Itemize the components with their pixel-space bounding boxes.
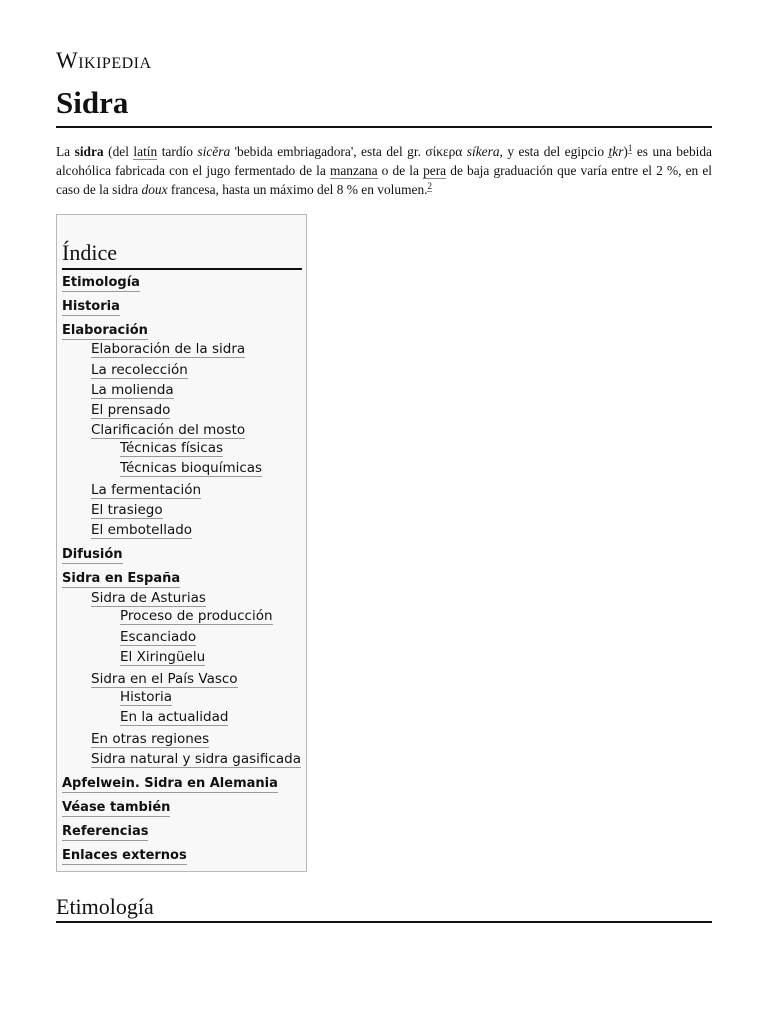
reference-2[interactable]: 2 [427, 180, 432, 191]
toc-item-el-trasiego[interactable]: El trasiego [91, 502, 163, 518]
toc-item-apfelwein[interactable]: Apfelwein. Sidra en Alemania [62, 776, 278, 791]
toc-item-en-la-actualidad[interactable]: En la actualidad [120, 709, 229, 725]
link-latin[interactable]: latín [133, 144, 158, 159]
toc-title: Índice [62, 239, 302, 270]
toc-item-tecnicas-fisicas[interactable]: Técnicas físicas [120, 440, 224, 456]
intro-text: de baja graduación que varía entre el 2 %, en el caso de la sidra [56, 163, 713, 197]
toc-item-referencias[interactable]: Referencias [62, 824, 149, 839]
toc-item-vease-tambien[interactable]: Véase también [62, 800, 171, 815]
toc-item-proceso-de-produccion[interactable]: Proceso de producción [120, 608, 273, 624]
toc-item-la-recoleccion[interactable]: La recolección [91, 362, 188, 378]
intro-greek-word: σίκερα [425, 144, 463, 159]
intro-egyptian-word: ṯkr [608, 144, 624, 159]
toc-item-la-fermentacion[interactable]: La fermentación [91, 482, 202, 498]
intro-latin-word: sicĕra [197, 144, 231, 159]
intro-text: es una bebida alcohólica fabricada con el jugo fermentado de la [56, 144, 712, 178]
toc-item-enlaces-externos[interactable]: Enlaces externos [62, 848, 187, 863]
intro-text: francesa, hasta un máximo del 8 % en volumen. [167, 182, 428, 197]
toc-item-historia[interactable]: Historia [62, 299, 120, 314]
toc-item-el-embotellado[interactable]: El embotellado [91, 522, 193, 538]
toc-item-el-xiringuelu[interactable]: El Xiringüelu [120, 649, 206, 665]
intro-doux: doux [141, 182, 168, 197]
intro-text: 'bebida embriagadora', esta del gr. [230, 144, 426, 159]
toc-item-sidra-en-espana[interactable]: Sidra en España [62, 571, 181, 586]
toc-item-la-molienda[interactable]: La molienda [91, 382, 174, 398]
section-heading-etimologia: Etimología [56, 894, 712, 923]
toc-item-elaboracion[interactable]: Elaboración [62, 323, 148, 338]
page-title: Sidra [56, 84, 712, 128]
intro-text: o de la [377, 163, 424, 178]
toc-item-escanciado[interactable]: Escanciado [120, 629, 197, 645]
intro-text: tardío [157, 144, 198, 159]
toc-item-difusion[interactable]: Difusión [62, 547, 123, 562]
link-manzana[interactable]: manzana [329, 163, 378, 178]
intro-text: (del [103, 144, 134, 159]
intro-paragraph [56, 142, 712, 199]
intro-text: y esta del egipcio [502, 144, 609, 159]
toc-item-historia-vasco[interactable]: Historia [120, 689, 173, 705]
link-pera[interactable]: pera [423, 163, 447, 178]
intro-greek-transliteration: síkera, [466, 144, 503, 159]
table-of-contents [56, 214, 307, 872]
wikipedia-logo[interactable]: Wikipedia [56, 48, 152, 73]
toc-item-sidra-de-asturias[interactable]: Sidra de Asturias [91, 590, 206, 606]
intro-term: sidra [74, 144, 104, 159]
toc-item-en-otras-regiones[interactable]: En otras regiones [91, 731, 210, 747]
intro-text: La [56, 144, 75, 159]
toc-item-tecnicas-bioquimicas[interactable]: Técnicas bioquímicas [120, 460, 263, 476]
toc-item-etimologia[interactable]: Etimología [62, 275, 140, 290]
toc-item-sidra-en-el-pais-vasco[interactable]: Sidra en el País Vasco [91, 671, 238, 687]
toc-item-clarificacion-del-mosto[interactable]: Clarificación del mosto [91, 422, 246, 438]
toc-item-el-prensado[interactable]: El prensado [91, 402, 171, 418]
toc-item-sidra-natural-y-gasificada[interactable]: Sidra natural y sidra gasificada [91, 751, 301, 767]
intro-text: ) [623, 144, 628, 159]
toc-item-elaboracion-de-la-sidra[interactable]: Elaboración de la sidra [91, 341, 246, 357]
reference-1[interactable]: 1 [627, 142, 633, 153]
